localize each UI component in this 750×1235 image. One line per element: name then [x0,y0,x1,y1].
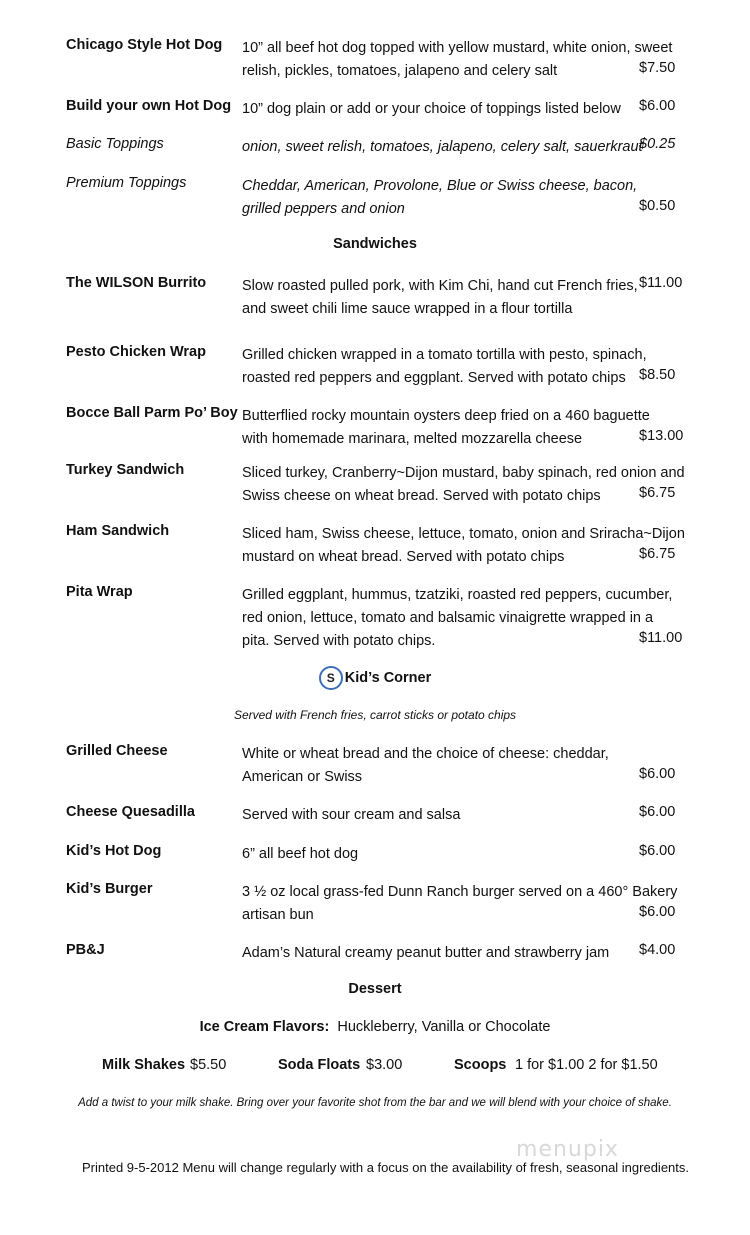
item-price: $0.50 [639,198,676,214]
item-name: Premium Toppings [66,175,187,191]
item-price: $6.00 [639,804,676,820]
item-description: Butterflied rocky mountain oysters deep fried on a 460 baguette with homemade marinara, melted mozzarella cheese [242,408,650,447]
item-price: $8.50 [639,367,676,383]
ice-cream-flavors [0,1019,750,1035]
soda-floats-price: $3.00 [366,1057,403,1073]
section-heading-dessert: Dessert [348,981,402,997]
item-price: $6.00 [639,843,676,859]
ice-cream-flavors-value: Huckleberry, Vanilla or Chocolate [337,1019,551,1035]
shake-note: Add a twist to your milk shake. Bring over your favorite shot from the bar and we will blend with your choice of shake. [78,1097,672,1109]
item-name: PB&J [66,942,105,958]
item-name: Pesto Chicken Wrap [66,344,206,360]
item-description: 10” all beef hot dog topped with yellow mustard, white onion, sweet relish, pickles, tomatoes, jalapeno and celery salt [242,40,673,79]
milk-shakes-label: Milk Shakes [102,1057,186,1073]
item-description: Sliced turkey, Cranberry~Dijon mustard, baby spinach, red onion and Swiss cheese on wheat bread. Served with potato chips [242,465,685,504]
item-price: $13.00 [639,428,684,444]
item-description: White or wheat bread and the choice of cheese: cheddar, American or Swiss [242,746,609,785]
soda-floats-label: Soda Floats [278,1057,361,1073]
item-price: $6.00 [639,766,676,782]
item-description: Served with sour cream and salsa [242,807,461,823]
item-name: Turkey Sandwich [66,462,185,478]
item-name: Grilled Cheese [66,743,168,759]
item-price: $11.00 [639,630,683,646]
item-name: Basic Toppings [66,136,164,152]
item-price: $11.00 [639,275,683,291]
item-price: $4.00 [639,942,676,958]
item-description: 3 ½ oz local grass-fed Dunn Ranch burger served on a 460° Bakery artisan bun [242,884,678,923]
menupix-watermark: menupix [516,1137,619,1162]
item-name: Kid’s Hot Dog [66,843,162,859]
footer-note: Printed 9-5-2012 Menu will change regularly with a focus on the availability of fresh, seasonal ingredients. [82,1160,690,1175]
item-description: 10” dog plain or add or your choice of toppings listed below [242,101,621,117]
item-price: $6.75 [639,485,676,501]
item-price: $6.00 [639,98,676,114]
section-heading-kids-corner [0,666,750,690]
item-description: onion, sweet relish, tomatoes, jalapeno, celery salt, sauerkraut [242,139,643,155]
item-description: 6” all beef hot dog [242,846,359,862]
item-name: Ham Sandwich [66,523,170,539]
item-name: Kid’s Burger [66,881,153,897]
milk-shakes-price: $5.50 [190,1057,227,1073]
item-name: Bocce Ball Parm Po’ Boy [66,405,238,421]
scoops-price: 1 for $1.00 2 for $1.50 [515,1057,658,1073]
scoops-label: Scoops [454,1057,507,1073]
ice-cream-label: Ice Cream Flavors: [199,1019,330,1035]
s-circle-icon: S [319,666,343,690]
item-description: Grilled chicken wrapped in a tomato tortilla with pesto, spinach, roasted red peppers and eggplant. Served with potato chips [242,347,647,386]
item-description: Cheddar, American, Provolone, Blue or Swiss cheese, bacon, grilled peppers and onion [242,178,638,217]
item-price: $0.25 [639,136,676,152]
item-name: Build your own Hot Dog [66,98,232,114]
item-price: $6.00 [639,904,676,920]
item-name: Cheese Quesadilla [66,804,195,820]
item-description: Grilled eggplant, hummus, tzatziki, roasted red peppers, cucumber, red onion, lettuce, tomato and balsamic vinaigrette wrapped in a pita. Served with potato chips. [242,587,673,649]
kids-note: Served with French fries, carrot sticks or potato chips [233,708,517,722]
item-description: Slow roasted pulled pork, with Kim Chi, hand cut French fries, and sweet chili lime sauce wrapped in a flour tortilla [242,278,638,317]
section-heading-sandwiches: Sandwiches [333,236,417,252]
kids-corner-title: Kid’s Corner [344,669,432,686]
item-description: Adam’s Natural creamy peanut butter and strawberry jam [242,945,610,961]
item-price: $7.50 [639,60,676,76]
item-name: Chicago Style Hot Dog [66,37,223,53]
item-name: The WILSON Burrito [66,275,207,291]
item-name: Pita Wrap [66,584,133,600]
item-price: $6.75 [639,546,676,562]
dessert-prices [0,1057,750,1077]
item-description: Sliced ham, Swiss cheese, lettuce, tomato, onion and Sriracha~Dijon mustard on wheat bread. Served with potato chips [242,526,685,565]
